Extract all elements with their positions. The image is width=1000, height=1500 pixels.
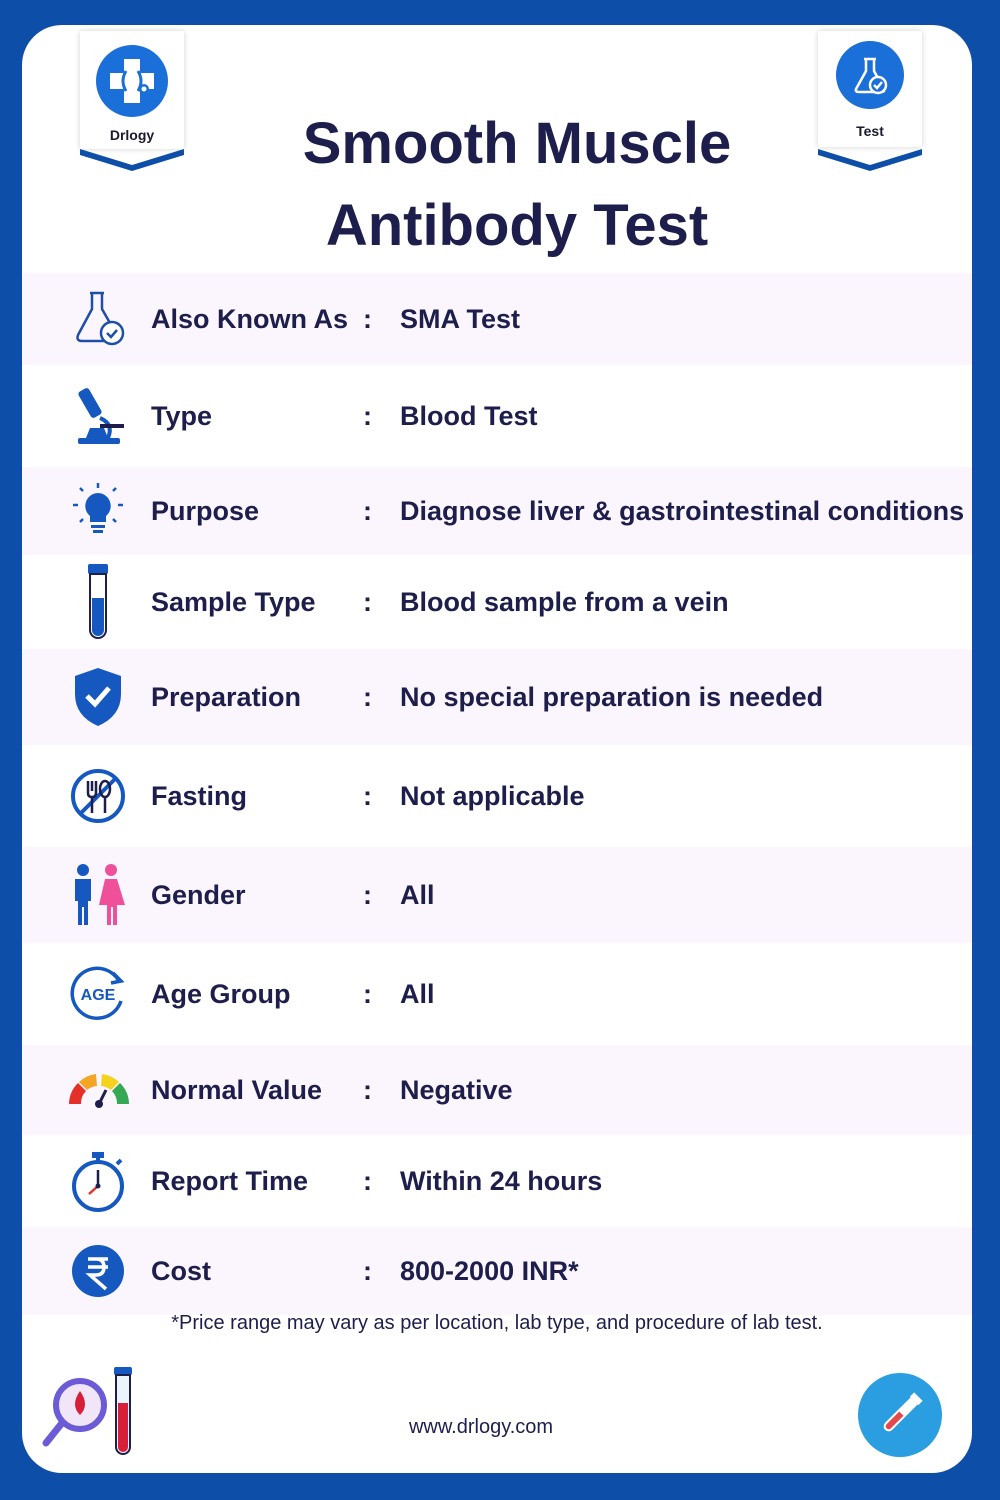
badge-right-label: Test <box>856 123 884 139</box>
title-line-2: Antibody Test <box>325 193 709 258</box>
website-link[interactable]: www.drlogy.com <box>408 1416 554 1438</box>
drlogy-badge <box>80 31 184 171</box>
page-title <box>212 103 822 267</box>
flask-logo-icon <box>836 41 904 109</box>
row-label: Normal Value <box>151 1074 323 1105</box>
test-badge <box>818 31 922 171</box>
row-value: All <box>400 978 435 1009</box>
row-colon: : <box>363 495 372 526</box>
title-line-1: Smooth Muscle <box>302 111 732 176</box>
age-icon <box>66 962 130 1026</box>
row-age-group <box>22 943 972 1045</box>
row-label: Purpose <box>151 495 260 526</box>
row-colon: : <box>363 303 372 334</box>
gauge-icon <box>66 1058 132 1122</box>
row-label: Gender <box>151 879 246 910</box>
no-food-icon <box>66 764 130 828</box>
row-label: Preparation <box>151 681 302 712</box>
row-colon: : <box>363 1255 372 1286</box>
row-preparation <box>22 649 972 745</box>
row-colon: : <box>363 400 372 431</box>
rupee-icon <box>66 1239 130 1303</box>
row-colon: : <box>363 879 372 910</box>
row-value: Negative <box>400 1074 513 1105</box>
info-rows <box>22 273 972 1315</box>
badge-left-label: Drlogy <box>109 127 155 143</box>
row-value: Blood Test <box>400 400 538 431</box>
row-sample-type <box>22 555 972 649</box>
row-also-known-as <box>22 273 972 365</box>
row-colon: : <box>363 586 372 617</box>
row-fasting <box>22 745 972 847</box>
row-purpose <box>22 467 972 555</box>
test-tube-icon <box>66 562 130 642</box>
test-tube-circle-icon <box>858 1373 942 1457</box>
row-colon: : <box>363 1074 372 1105</box>
stopwatch-icon <box>66 1149 130 1213</box>
row-colon: : <box>363 978 372 1009</box>
row-value: Diagnose liver & gastrointestinal conditions <box>400 495 965 526</box>
row-value: Not applicable <box>400 780 585 811</box>
row-value: 800-2000 INR* <box>400 1255 579 1286</box>
svg-text:AGE: AGE <box>80 987 116 1004</box>
row-normal-value <box>22 1045 972 1135</box>
row-colon: : <box>363 1165 372 1196</box>
row-label: Type <box>151 400 213 431</box>
row-cost <box>22 1227 972 1315</box>
row-gender <box>22 847 972 943</box>
doctor-logo-icon <box>96 45 168 117</box>
magnifier-blood-icon <box>42 1365 142 1455</box>
row-value: All <box>400 879 435 910</box>
gender-icon <box>66 863 130 927</box>
row-label: Report Time <box>151 1165 309 1196</box>
microscope-icon <box>66 384 130 448</box>
row-value: SMA Test <box>400 303 521 334</box>
row-label: Cost <box>151 1255 211 1286</box>
shield-check-icon <box>66 665 130 729</box>
info-card <box>22 25 972 1473</box>
row-label: Fasting <box>151 780 248 811</box>
row-colon: : <box>363 681 372 712</box>
flask-check-icon <box>66 287 130 351</box>
row-value: Blood sample from a vein <box>400 586 729 617</box>
price-footnote: *Price range may vary as per location, lab type, and procedure of lab test. <box>171 1312 823 1334</box>
lightbulb-icon <box>66 479 130 543</box>
row-type <box>22 365 972 467</box>
row-colon: : <box>363 780 372 811</box>
row-value: Within 24 hours <box>400 1165 603 1196</box>
row-value: No special preparation is needed <box>400 681 824 712</box>
row-report-time <box>22 1135 972 1227</box>
row-label: Sample Type <box>151 586 316 617</box>
row-label: Also Known As <box>151 303 349 334</box>
row-label: Age Group <box>151 978 291 1009</box>
